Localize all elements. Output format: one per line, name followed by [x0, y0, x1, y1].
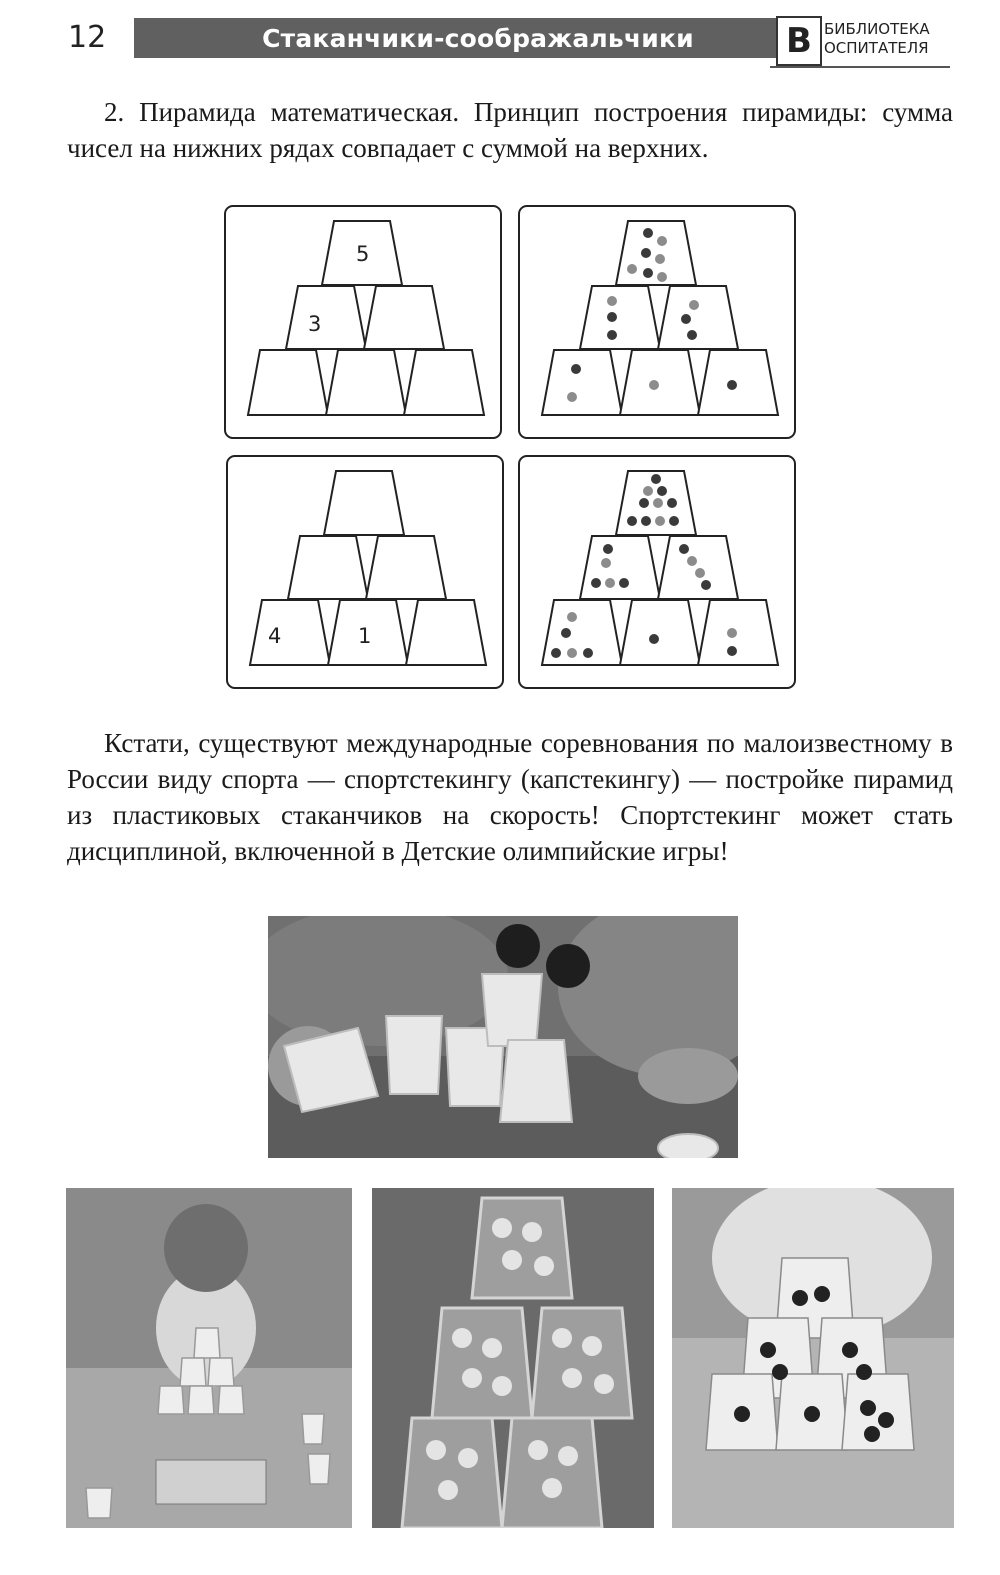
- middle-cup-number: 3: [308, 312, 322, 336]
- pyramid-drawing: [226, 207, 500, 437]
- series-logo-line2: ОСПИТАТЕЛЯ: [824, 39, 929, 57]
- photo-cup-pyramid-closeup: [372, 1188, 654, 1528]
- bottom-middle-cup-number: 1: [358, 624, 372, 648]
- pyramid-dots-drawing: [520, 457, 794, 687]
- series-logo-text: [824, 20, 930, 58]
- running-title: Стаканчики-соображальчики: [134, 18, 822, 58]
- pyramid-diagram-top-left: [224, 205, 502, 439]
- page-header: [62, 14, 952, 66]
- bottom-left-cup-number: 4: [268, 624, 282, 648]
- photo-child-with-cups: [66, 1188, 352, 1528]
- page-number: 12: [68, 20, 107, 55]
- pyramid-drawing: [228, 457, 502, 687]
- series-logo: [770, 14, 950, 68]
- intro-paragraph: 2. Пирамида математическая. Принцип построения пирамиды: сумма чисел на нижних рядах совпадает с суммой на верхних.: [67, 97, 953, 163]
- pyramid-dots-bottom-right: [518, 455, 796, 689]
- series-logo-line1: БИБЛИОТЕКА: [824, 20, 930, 38]
- pyramid-dots-drawing: [520, 207, 794, 437]
- sport-stacking-paragraph: Кстати, существуют международные соревнования по малоизвестному в России виду спорта — спортстекингу (капстекингу) — постройке пирамид из пластиковых стаканчиков на скорость! Спортстекинг может стать дисциплиной, включенной в Детские олимпийские игры!: [67, 728, 953, 866]
- pyramid-diagram-bottom-left: [226, 455, 504, 689]
- series-logo-letter: В: [776, 16, 822, 66]
- photo-cups-with-dots: [672, 1188, 954, 1528]
- top-cup-number: 5: [356, 242, 370, 266]
- pyramid-dots-top-right: [518, 205, 796, 439]
- photo-hands-stacking-cups: [268, 916, 738, 1158]
